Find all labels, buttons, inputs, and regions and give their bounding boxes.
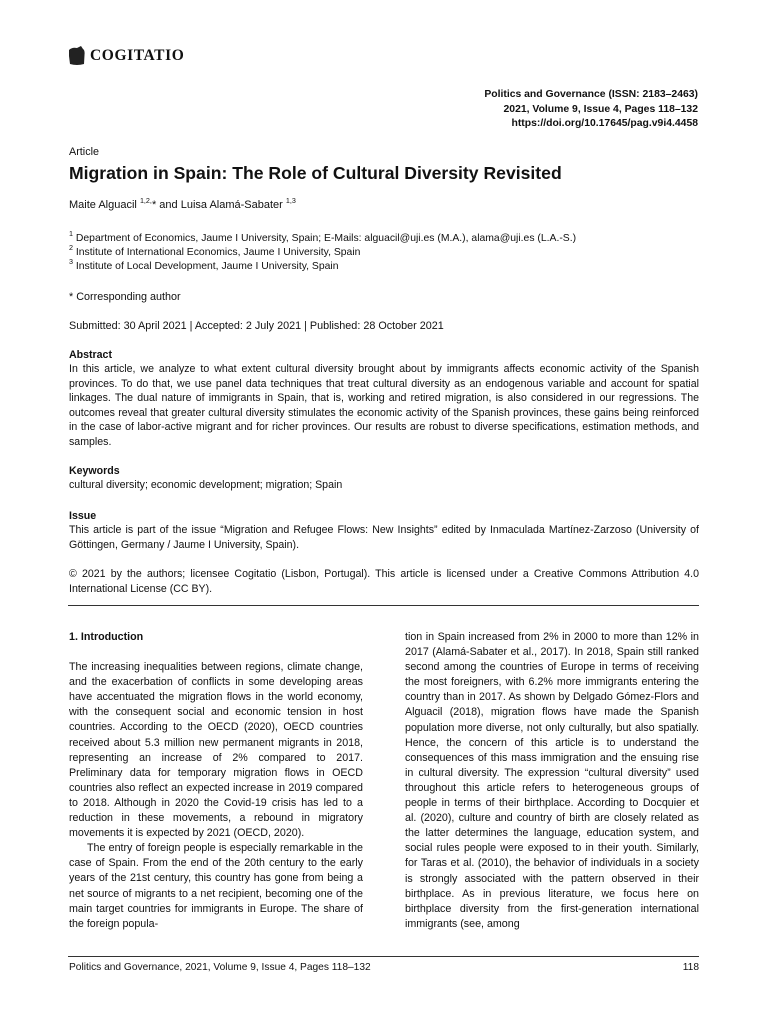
keywords-section [69, 464, 699, 493]
abstract-text: In this article, we analyze to what extent cultural diversity brought about by immigrants affects economic activity of the Spanish provinces. To do that, we use panel data techniques that treat cultural diversity as an endogenous variable and account for spatial linkages. The dual nature of immigrants in Spain, that is, working and retired migration, is also considered in our regressions. The outcomes reveal that greater cultural diversity stimulates the economic activity of the Spanish provinces, these gains being reinforced in the case of labor-active migrant and for richer provinces. Our results are robust to diverse specifications, estimation methods, and samples. [69, 363, 699, 448]
cogitatio-logo-icon [68, 46, 86, 66]
author-name: Maite Alguacil [69, 199, 137, 211]
author-list [69, 196, 296, 211]
issue-text: This article is part of the issue “Migration and Refugee Flows: New Insights” edited by Inmaculada Martínez-Zarzoso (University of Göttingen, Germany / Jaume I University, Spain). [69, 524, 699, 551]
body-paragraph: The entry of foreign people is especially remarkable in the case of Spain. From the end of the 20th century to the early years of the 21st century, this country has gone from being a net source of migrants to a net recipient, becoming one of the main target countries for immigrants in Europe. The share of the foreign popula- [69, 842, 363, 930]
footer-divider [68, 956, 699, 957]
license-text: © 2021 by the authors; licensee Cogitatio (Lisbon, Portugal). This article is licensed under a Creative Commons Attribution 4.0 International License (CC BY). [69, 568, 699, 595]
affiliations [69, 229, 577, 275]
issue-section [69, 509, 699, 552]
affiliation-text: Institute of International Economics, Jaume I University, Spain [75, 247, 361, 259]
corresponding-marker: * [151, 199, 157, 211]
affiliation-line [69, 257, 576, 274]
footer-citation: Politics and Governance, 2021, Volume 9, Issue 4, Pages 118–132 [69, 962, 371, 973]
publication-dates: Submitted: 30 April 2021 | Accepted: 2 July 2021 | Published: 28 October 2021 [69, 320, 444, 332]
abstract-heading: Abstract [69, 349, 112, 361]
keywords-heading: Keywords [69, 465, 120, 477]
keywords-text: cultural diversity; economic development; migration; Spain [69, 479, 343, 491]
journal-line: Politics and Governance (ISSN: 2183–2463) [484, 89, 698, 100]
body-column-right [405, 630, 699, 932]
page-number: 118 [682, 962, 699, 973]
author-name: Luisa Alamá-Sabater [180, 199, 283, 211]
author-affiliation-marker: 1,2, [139, 196, 152, 205]
publication-info [484, 88, 698, 132]
section-heading: 1. Introduction [69, 631, 144, 643]
corresponding-author-note: * Corresponding author [69, 291, 181, 303]
affiliation-number: 3 [69, 257, 73, 267]
body-column-left [69, 630, 363, 932]
body-paragraph: The increasing inequalities between regions, climate change, and the exacerbation of conflicts in some developing areas have accentuated the migration flows in the world economy, with the consequent social and economic tension in host countries. According to the OECD (2020), OECD countries received about 5.3 million new permanent migrants in 2018, representing an increase of 2% compared to 2017. Preliminary data for temporary migration flows in OECD countries also reflect an expected increase in 2019 compared to 2018. Although in 2020 the Covid-19 crisis has led to a reduction in these movements, a rebound in migratory movements it is expected by 2021 (OECD, 2020). [69, 661, 363, 840]
abstract-section [69, 348, 699, 450]
publisher-logo [68, 46, 184, 66]
affiliation-number: 1 [69, 229, 73, 238]
affiliation-line [69, 243, 576, 260]
header-divider [68, 605, 699, 606]
article-type: Article [69, 146, 99, 158]
article-title: Migration in Spain: The Role of Cultural Diversity Revisited [69, 163, 562, 183]
issue-heading: Issue [69, 510, 97, 522]
affiliation-text: Institute of Local Development, Jaume I University, Spain [75, 261, 339, 273]
affiliation-line [69, 229, 577, 246]
doi-link[interactable]: https://doi.org/10.17645/pag.v9i4.4458 [511, 118, 698, 130]
author-affiliation-marker: 1,3 [285, 196, 296, 205]
affiliation-text: Department of Economics, Jaume I University, Spain; E-Mails: alguacil@uji.es (M.A.), alama@uji.es (L.A.-S.) [75, 233, 577, 244]
author-conjunction: and [159, 199, 178, 211]
volume-line: 2021, Volume 9, Issue 4, Pages 118–132 [503, 103, 698, 115]
publisher-name: COGITATIO [90, 47, 185, 64]
affiliation-number: 2 [69, 243, 73, 253]
body-paragraph: tion in Spain increased from 2% in 2000 to more than 12% in 2017 (Alamá-Sabater et al., 2017). In 2018, Spain still ranked second among the countries of Europe in terms of receiving the most foreigners, with 6.2% more immigrants entering the country than in 2017. As shown by Delgado Gómez-Flors and Alguacil (2018), migration flows have made the Spanish population more diverse, not only culturally, but also spatially. Hence, the concern of this article is to understand the consequences of this mass immigration and the ensuing rise in cultural diversity. The expression “cultural diversity” used throughout this article refers to heterogeneous groups of people in terms of their birthplace. According to Docquier et al. (2020), culture and country of birth are closely related as the latter determines the language, education system, and social rules people were exposed to in their youth. Similarly, for Taras et al. (2010), the behavior of individuals in a society is strongly associated with the pattern observed in their birthplace. As in previous literature, we focus here on birthplace diversity from the first-generation international immigrants (see, among [405, 631, 699, 930]
